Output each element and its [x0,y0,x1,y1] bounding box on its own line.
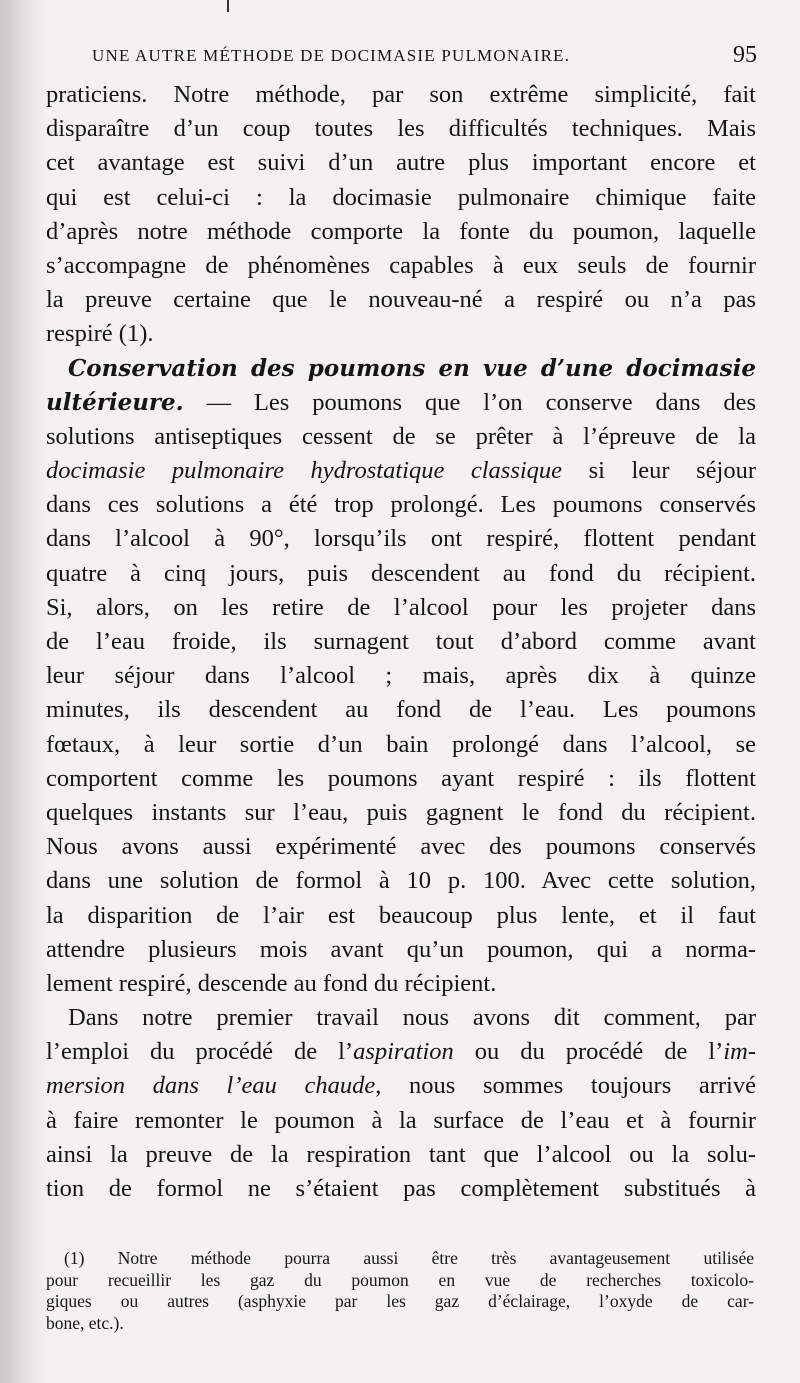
footnote-line: giques ou autres (asphyxie par les gaz d’éclairage, l’oxyde de car- [46,1291,754,1311]
text-line: quelques instants sur l’eau, puis gagnent le fond du récipient. [46,798,756,826]
text-line: minutes, ils descendent au fond de l’eau. Les poumons [46,696,756,724]
italic-term: aspiration [353,1038,454,1066]
page-gutter-shadow [0,0,48,1383]
text-line: dans ces solutions a été trop prolongé. Les poumons conservés [46,491,756,519]
text-line: quatre à cinq jours, puis descendent au fond du récipient. [46,559,756,587]
text-fragment: l’emploi du procédé de l’ [46,1038,354,1066]
text-line: attendre plusieurs mois avant qu’un poumon, qui a norma- [46,935,756,963]
text-line: tion de formol ne s’étaient pas complètement substitués à [46,1175,756,1202]
page-edge-mark [227,0,229,12]
text-line: Nous avons aussi expérimenté avec des poumons conservés [46,833,756,861]
text-line: la preuve certaine que le nouveau-né a respiré ou n’a pas [46,286,756,314]
text-line [46,386,756,420]
text-line: respiré (1). [46,320,154,348]
section-heading-continued: ultérieure. [46,388,184,416]
text-line: ainsi la preuve de la respiration tant que l’alcool ou la solu- [46,1140,756,1168]
text-line: cet avantage est suivi d’un autre plus important encore et [46,149,756,177]
body-text [46,78,756,1206]
text-line: qui est celui-ci : la docimasie pulmonaire chimique faite [46,183,756,211]
text-line: disparaître d’un coup toutes les difficultés techniques. Mais [46,115,756,143]
text-line: Dans notre premier travail nous avons dit comment, par [68,1004,756,1032]
footnote-line: pour recueillir les gaz du poumon en vue de recherches toxicolo- [46,1269,754,1290]
text-line: dans l’alcool à 90°, lorsqu’ils ont respiré, flottent pendant [46,525,756,553]
running-head [92,40,757,74]
text-line: s’accompagne de phénomènes capables à eux seuls de fournir [46,251,756,279]
italic-term: mersion dans l’eau chaude [46,1072,376,1100]
text-line: lement respiré, descende au fond du récipient. [46,969,497,997]
text-line: Si, alors, on les retire de l’alcool pour les projeter dans [46,593,756,621]
text-fragment: — Les poumons que l’on conserve dans des [183,388,756,416]
text-line [46,1069,756,1103]
text-line: à faire remonter le poumon à la surface de l’eau et à fournir [46,1106,756,1134]
text-line: comportent comme les poumons ayant respiré : ils flottent [46,764,756,792]
footnote-line: (1) Notre méthode pourra aussi être très avantageusement utilisée [64,1248,754,1268]
text-line: de l’eau froide, ils surnagent tout d’abord comme avant [46,628,756,655]
text-line: praticiens. Notre méthode, par son extrême simplicité, fait [46,81,756,108]
page-number: 95 [733,42,757,68]
italic-term: im- [723,1038,757,1066]
text-line: solutions antiseptiques cessent de se prêter à l’épreuve de la [46,422,756,450]
text-line [46,454,756,488]
footnote-line: bone, etc.). [46,1312,124,1333]
text-fragment: ou du procédé de l’ [453,1038,724,1066]
text-fragment: , nous sommes toujours arrivé [375,1072,756,1100]
running-title: UNE AUTRE MÉTHODE DE DOCIMASIE PULMONAIRE. [92,46,571,65]
text-line [46,1035,756,1069]
section-heading: Conservation des poumons en vue d’une docimasie [68,354,756,382]
text-line: fœtaux, à leur sortie d’un bain prolongé dans l’alcool, se [46,730,756,758]
text-line: dans une solution de formol à 10 p. 100. Avec cette solution, [46,867,756,895]
text-line: la disparition de l’air est beaucoup plus lente, et il faut [46,901,756,929]
text-line: leur séjour dans l’alcool ; mais, après dix à quinze [46,662,756,690]
text-fragment: si leur séjour [562,457,756,485]
footnote [46,1248,754,1334]
text-line: d’après notre méthode comporte la fonte du poumon, laquelle [46,217,756,245]
italic-term: docimasie pulmonaire hydrostatique classique [46,457,563,485]
